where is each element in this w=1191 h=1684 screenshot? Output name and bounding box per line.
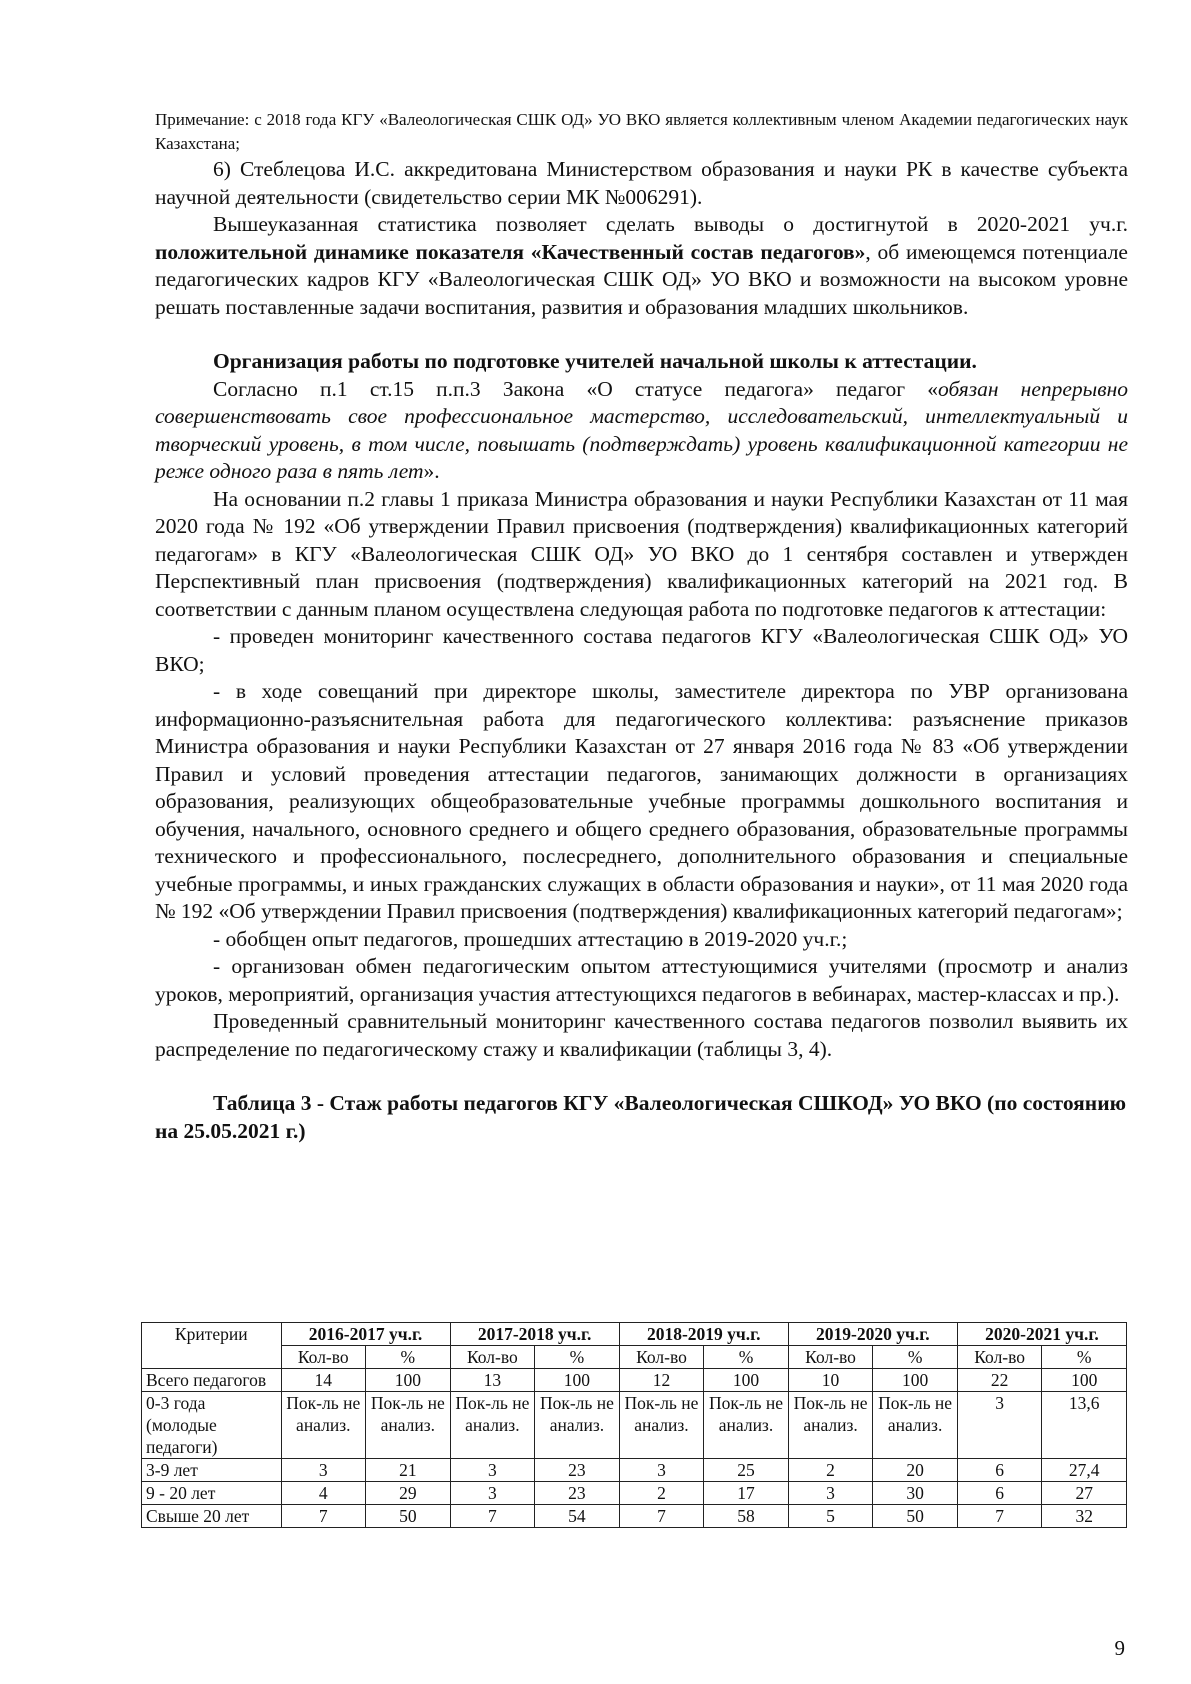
percent-cell: 58 xyxy=(704,1505,789,1528)
count-cell: Пок-ль не анализ. xyxy=(281,1392,366,1459)
count-cell: 6 xyxy=(957,1459,1042,1482)
year-header: 2017-2018 уч.г. xyxy=(450,1323,619,1346)
percent-header: % xyxy=(873,1346,958,1369)
percent-cell: 17 xyxy=(704,1482,789,1505)
count-cell: 3 xyxy=(450,1459,535,1482)
statistics-bold-text: положительной динамике показателя «Качественный состав педагогов» xyxy=(155,239,866,264)
law-text-start: Согласно п.1 ст.15 п.п.3 Закона «О статусе педагога» педагог « xyxy=(213,376,938,401)
paragraph-law-quote xyxy=(155,376,1128,486)
count-header: Кол-во xyxy=(450,1346,535,1369)
count-cell: 6 xyxy=(957,1482,1042,1505)
count-cell: 3 xyxy=(450,1482,535,1505)
bullet-experience: - обобщен опыт педагогов, прошедших аттестацию в 2019-2020 уч.г.; xyxy=(213,926,848,951)
count-header: Кол-во xyxy=(957,1346,1042,1369)
year-header: 2016-2017 уч.г. xyxy=(281,1323,450,1346)
count-cell: 3 xyxy=(788,1482,873,1505)
percent-cell: 29 xyxy=(366,1482,451,1505)
percent-cell: 27,4 xyxy=(1042,1459,1127,1482)
percent-cell: Пок-ль не анализ. xyxy=(873,1392,958,1459)
count-cell: 2 xyxy=(619,1482,704,1505)
percent-cell: 50 xyxy=(366,1505,451,1528)
law-italic-quote: обязан непрерывно совершенствовать свое профессиональное мастерство, исследовательский, интеллектуальный и творческий уровень, в том числе, повышать (подтверждать) уровень квалификационной категории не реже одного раза в пять лет xyxy=(155,376,1128,483)
percent-cell: 54 xyxy=(535,1505,620,1528)
percent-cell: 23 xyxy=(535,1482,620,1505)
year-header: 2020-2021 уч.г. xyxy=(957,1323,1126,1346)
bullet-exchange: - организован обмен педагогическим опытом аттестующимися учителями (просмотр и анализ уроков, мероприятий, организация участия аттестующихся педагогов в вебинарах, мастер-классах и пр.). xyxy=(155,954,1128,1006)
percent-cell: 27 xyxy=(1042,1482,1127,1505)
year-header: 2019-2020 уч.г. xyxy=(788,1323,957,1346)
table-row xyxy=(142,1392,1127,1459)
count-cell: 13 xyxy=(450,1369,535,1392)
count-cell: Пок-ль не анализ. xyxy=(450,1392,535,1459)
percent-cell: 13,6 xyxy=(1042,1392,1127,1459)
bullet-monitoring: - проведен мониторинг качественного состава педагогов КГУ «Валеологическая СШК ОД» УО ВКО; xyxy=(155,624,1128,676)
count-cell: Пок-ль не анализ. xyxy=(619,1392,704,1459)
table-body xyxy=(142,1369,1127,1528)
year-header: 2018-2019 уч.г. xyxy=(619,1323,788,1346)
percent-header: % xyxy=(1042,1346,1127,1369)
percent-cell: Пок-ль не анализ. xyxy=(704,1392,789,1459)
percent-cell: 50 xyxy=(873,1505,958,1528)
percent-cell: 25 xyxy=(704,1459,789,1482)
percent-cell: 20 xyxy=(873,1459,958,1482)
count-cell: 3 xyxy=(957,1392,1042,1459)
percent-cell: 30 xyxy=(873,1482,958,1505)
section-heading: Организация работы по подготовке учителей начальной школы к аттестации. xyxy=(213,349,977,373)
row-label: 3-9 лет xyxy=(142,1459,282,1482)
count-cell: 3 xyxy=(619,1459,704,1482)
row-label: Свыше 20 лет xyxy=(142,1505,282,1528)
percent-cell: 100 xyxy=(873,1369,958,1392)
percent-cell: Пок-ль не анализ. xyxy=(366,1392,451,1459)
percent-cell: 32 xyxy=(1042,1505,1127,1528)
percent-cell: 23 xyxy=(535,1459,620,1482)
count-cell: 12 xyxy=(619,1369,704,1392)
count-header: Кол-во xyxy=(788,1346,873,1369)
count-cell: 22 xyxy=(957,1369,1042,1392)
count-cell: 7 xyxy=(281,1505,366,1528)
criteria-header: Критерии xyxy=(142,1323,282,1369)
count-header: Кол-во xyxy=(619,1346,704,1369)
count-cell: 3 xyxy=(281,1459,366,1482)
count-header: Кол-во xyxy=(281,1346,366,1369)
paragraph-statistics xyxy=(155,211,1128,321)
count-cell: 7 xyxy=(957,1505,1042,1528)
percent-cell: Пок-ль не анализ. xyxy=(535,1392,620,1459)
note-paragraph: Примечание: с 2018 года КГУ «Валеологическая СШК ОД» УО ВКО является коллективным членом Академии педагогических наук Казахстана; xyxy=(155,110,1128,153)
percent-cell: 21 xyxy=(366,1459,451,1482)
percent-cell: 100 xyxy=(366,1369,451,1392)
percent-cell: 100 xyxy=(1042,1369,1127,1392)
count-cell: 14 xyxy=(281,1369,366,1392)
count-cell: 4 xyxy=(281,1482,366,1505)
count-cell: 5 xyxy=(788,1505,873,1528)
percent-cell: 100 xyxy=(704,1369,789,1392)
row-label: Всего педагогов xyxy=(142,1369,282,1392)
paragraph-order-basis: На основании п.2 главы 1 приказа Министра образования и науки Республики Казахстан от 11 мая 2020 года № 192 «Об утверждении Правил присвоения (подтверждения) квалификационных категорий педагогам» в КГУ «Валеологическая СШК ОД» УО ВКО до 1 сентября составлен и утвержден Перспективный план присвоения (подтверждения) квалификационных категорий на 2021 год. В соответствии с данным планом осуществлена следующая работа по подготовке педагогов к аттестации: xyxy=(155,486,1128,621)
count-cell: 7 xyxy=(450,1505,535,1528)
table-row xyxy=(142,1482,1127,1505)
document-page xyxy=(155,108,1128,1145)
table-row xyxy=(142,1459,1127,1482)
table-row xyxy=(142,1505,1127,1528)
table-row xyxy=(142,1369,1127,1392)
law-text-end: ». xyxy=(423,459,440,483)
paragraph-accreditation: 6) Стеблецова И.С. аккредитована Министерством образования и науки РК в качестве субъекта научной деятельности (свидетельство серии МК №006291). xyxy=(155,157,1128,209)
bullet-meetings: - в ходе совещаний при директоре школы, заместителе директора по УВР организована информационно-разъяснительная работа для педагогического коллектива: разъяснение приказов Министра образования и науки Республики Казахстан от 27 января 2016 года № 83 «Об утверждении Правил и условий проведения аттестации педагогов, занимающих должности в организациях образования, реализующих общеобразовательные учебные программы дошкольного воспитания и обучения, начального, основного среднего и общего среднего образования, образовательные программы технического и профессионального, послесреднего, дополнительного образования и специальные учебные программы, и иных гражданских служащих в области образования и науки», от 11 мая 2020 года № 192 «Об утверждении Правил присвоения (подтверждения) квалификационных категорий педагогам»; xyxy=(155,679,1128,923)
count-cell: 7 xyxy=(619,1505,704,1528)
percent-header: % xyxy=(704,1346,789,1369)
percent-header: % xyxy=(535,1346,620,1369)
experience-table xyxy=(141,1322,1127,1528)
statistics-text-end: , об имеющемся потенциале педагогических кадров КГУ «Валеологическая СШК ОД» УО ВКО и возможности на высоком уровне решать поставленные задачи воспитания, развития и образования младших школьников. xyxy=(155,239,1128,319)
row-label: 0-3 года (молодые педагоги) xyxy=(142,1392,282,1459)
statistics-text-start: Вышеуказанная статистика позволяет сделать выводы о достигнутой в 2020-2021 уч.г. xyxy=(213,212,1128,236)
count-cell: 10 xyxy=(788,1369,873,1392)
paragraph-comparative: Проведенный сравнительный мониторинг качественного состава педагогов позволил выявить их распределение по педагогическому стажу и квалификации (таблицы 3, 4). xyxy=(155,1009,1128,1061)
percent-header: % xyxy=(366,1346,451,1369)
row-label: 9 - 20 лет xyxy=(142,1482,282,1505)
count-cell: Пок-ль не анализ. xyxy=(788,1392,873,1459)
table-caption: Таблица 3 - Стаж работы педагогов КГУ «Валеологическая СШКОД» УО ВКО (по состоянию на 25.05.2021 г.) xyxy=(155,1091,1127,1143)
percent-cell: 100 xyxy=(535,1369,620,1392)
page-number: 9 xyxy=(1114,1636,1125,1660)
count-cell: 2 xyxy=(788,1459,873,1482)
